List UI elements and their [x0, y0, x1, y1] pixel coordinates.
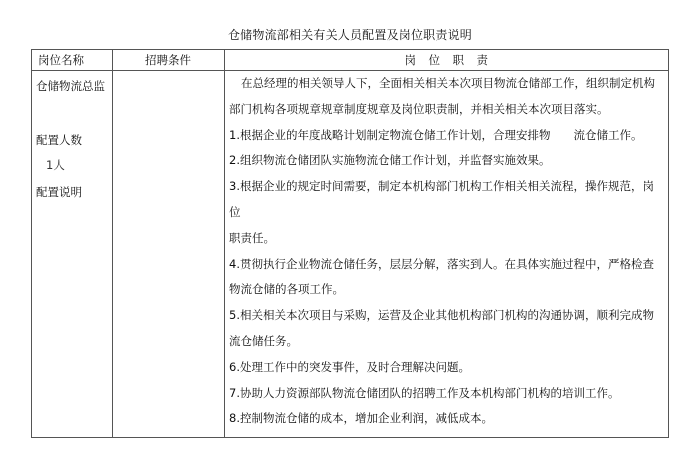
staffing-label: 配置人数	[36, 133, 82, 147]
duty-line: 3.根据企业的规定时间需要，制定本机构部门机构工作相关相关流程，操作规范，岗位	[229, 179, 654, 219]
header-position-name: 岗位名称	[38, 53, 84, 67]
duty-line: 6.处理工作中的突发事件，及时合理解决问题。	[229, 359, 470, 374]
duty-line: 流仓储任务。	[229, 333, 298, 348]
duty-line: 在总经理的相关领导人下，全面相关相关本次项目物流仓储部工作，组织制定机构	[241, 76, 655, 90]
staffing-note-label: 配置说明	[36, 185, 82, 199]
duty-line: 1.根据企业的年度战略计划制定物流仓储工作计划，合理安排物 流仓储工作。	[229, 127, 643, 142]
duty-line: 4.贯彻执行企业物流仓储任务，层层分解，落实到人。在具体实施过程中，严格检查	[229, 256, 654, 271]
duty-line: 物流仓储的各项工作。	[229, 282, 344, 297]
column-divider	[224, 50, 225, 437]
position-value: 仓储物流总监	[36, 79, 105, 93]
document-title: 仓储物流部相关有关人员配置及岗位职责说明	[227, 28, 472, 42]
header-recruit-conditions: 招聘条件	[145, 53, 191, 67]
duties-cell	[229, 71, 664, 432]
header-duties: 岗 位 职 责	[404, 53, 489, 67]
column-divider	[112, 50, 113, 437]
duty-line: 部门机构各项规章规章制度规章及岗位职责制，并相关相关本次项目落实。	[229, 101, 609, 116]
duty-line: 5.相关相关本次项目与采购，运营及企业其他机构部门机构的沟通协调，顺利完成物	[229, 308, 654, 323]
staffing-table	[31, 49, 669, 438]
staffing-value: 1人	[46, 158, 65, 172]
duty-line: 7.协助人力资源部队物流仓储团队的招聘工作及本机构部门机构的培训工作。	[229, 385, 620, 400]
duty-line: 8.控制物流仓储的成本，增加企业利润，减低成本。	[229, 411, 493, 426]
duty-line: 2.组织物流仓储团队实施物流仓储工作计划，并监督实施效果。	[229, 153, 551, 168]
duty-line: 职责任。	[229, 230, 275, 245]
